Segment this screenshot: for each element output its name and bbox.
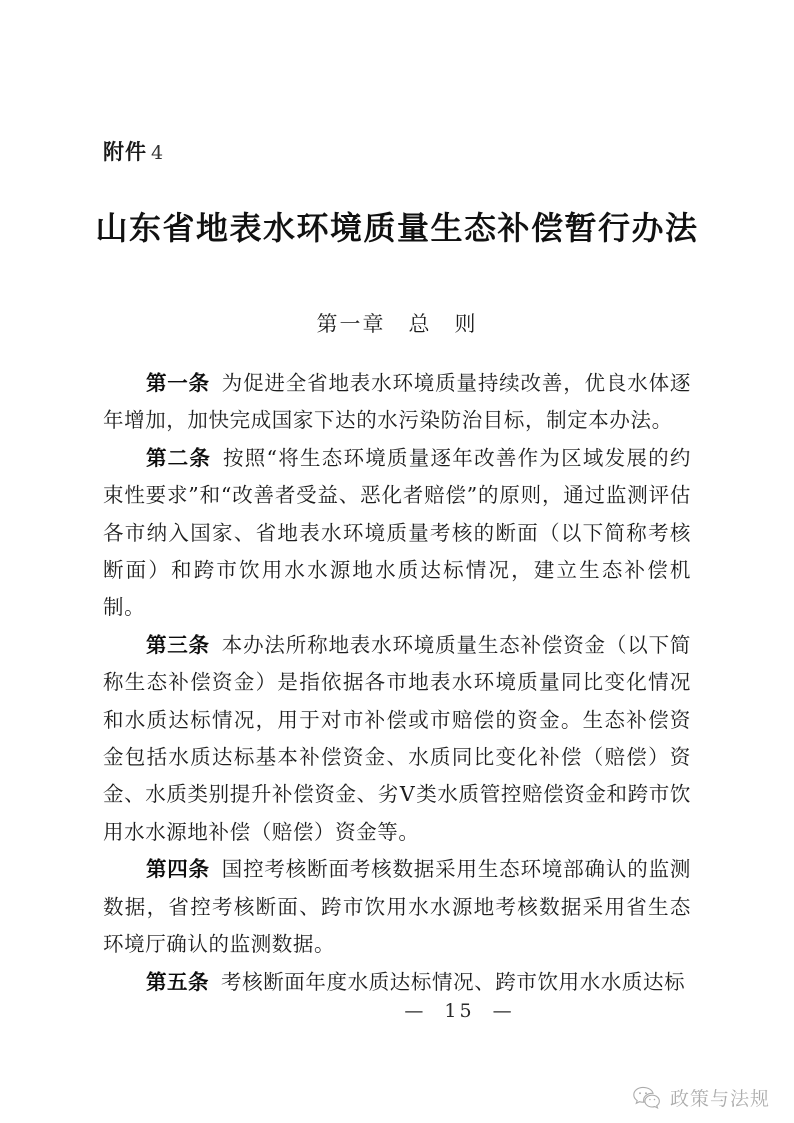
article-text-4: 国控考核断面考核数据采用生态环境部确认的监测数据，省控考核断面、跨市饮用水水源地考核数据采用省生态环境厅确认的监测数据。 <box>103 857 692 957</box>
attachment-prefix: 附件 <box>103 140 147 164</box>
article-text-2: 按照“将生态环境质量逐年改善作为区域发展的约束性要求”和“改善者受益、恶化者赔偿”的原则，通过监测评估各市纳入国家、省地表水环境质量考核的断面（以下简称考核断面）和跨市饮用水水源地水质达标情况，建立生态补偿机制。 <box>103 445 691 620</box>
article-paragraph-2 <box>103 440 691 627</box>
chapter-heading: 第一章 总 则 <box>316 312 478 336</box>
article-text-3a: 本办法所称地表水环境质量生态补偿资金（以下简称生态补偿资金）是指依据各市地表水环境质量同比变化情况和水质达标情况，用于对市补偿或市赔偿的资金。生态补偿资金包括水质达标基本补偿资金、水质同比变化补偿（赔偿）资金、水质类别提升补偿资金、劣 <box>103 632 692 807</box>
attachment-number: 4 <box>151 142 165 164</box>
article-number-2: 第二条 <box>146 445 211 470</box>
article-paragraph-5 <box>103 964 691 1001</box>
article-text-1: 为促进全省地表水环境质量持续改善，优良水体逐年增加，加快完成国家下达的水污染防治目标，制定本办法。 <box>103 371 692 433</box>
page-number: — 15 — <box>404 1000 515 1022</box>
article-paragraph-4 <box>103 851 691 963</box>
article-number-1: 第一条 <box>146 371 210 395</box>
article-number-4: 第四条 <box>146 857 210 882</box>
article-number-3: 第三条 <box>146 632 210 657</box>
article-paragraph-1 <box>103 365 691 440</box>
article-text-3b: 类水质管控赔偿资金和跨市饮用水水源地补偿（赔偿）资金等。 <box>103 782 691 844</box>
article-text-5: 考核断面年度水质达标情况、跨市饮用水水质达标 <box>221 969 686 994</box>
article-paragraph-3 <box>103 627 691 851</box>
attachment-label <box>103 136 164 166</box>
document-body <box>103 365 691 1001</box>
document-title: 山东省地表水环境质量生态补偿暂行办法 <box>95 209 699 247</box>
watermark-badge <box>632 1084 770 1111</box>
roman-numeral-five: Ⅴ <box>399 782 416 807</box>
watermark-label: 政策与法规 <box>669 1088 770 1110</box>
article-number-5: 第五条 <box>146 969 209 994</box>
wechat-icon <box>632 1085 662 1111</box>
